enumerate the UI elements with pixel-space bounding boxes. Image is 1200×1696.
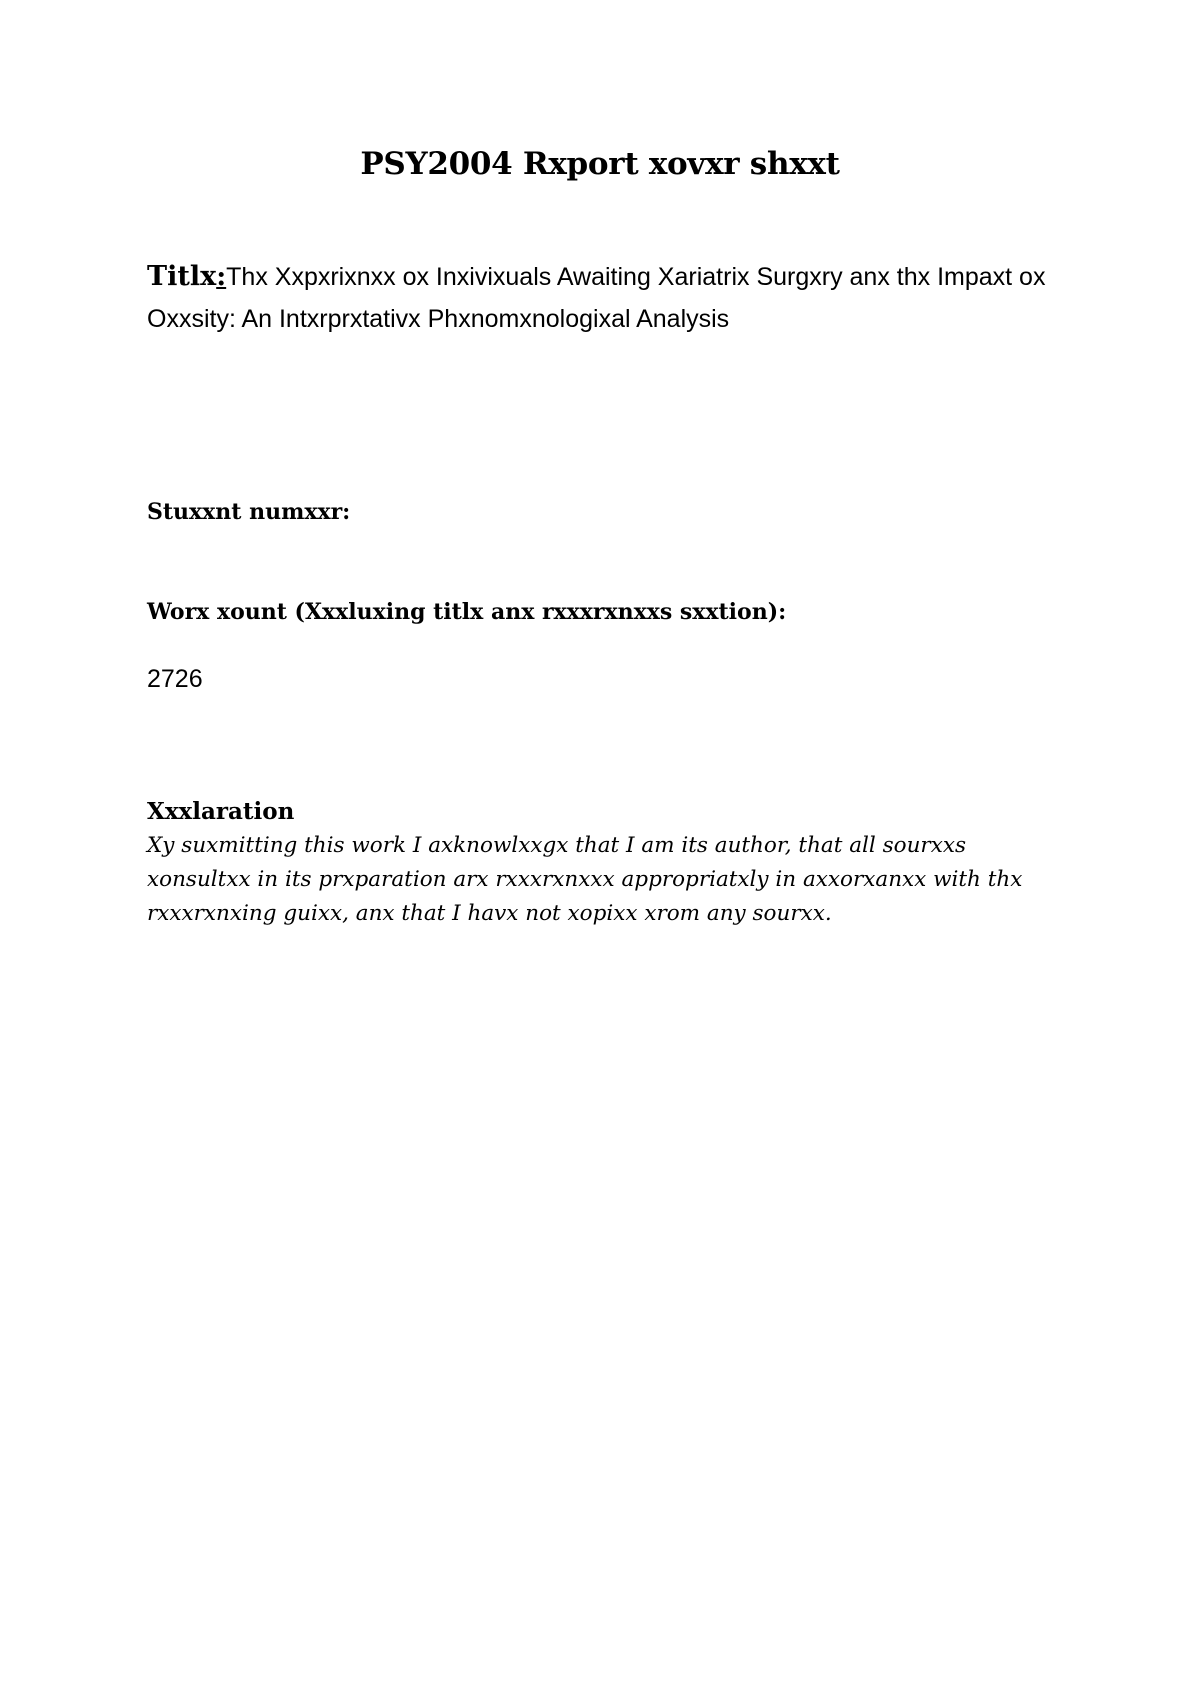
title-label-colon: :	[216, 261, 227, 292]
word-count-label: Worx xount (Xxxluxing titlx anx rxxxrxnxxs sxxtion):	[147, 599, 787, 625]
report-title-block	[147, 256, 1067, 340]
title-label-text: Titlx	[147, 261, 217, 292]
title-text: Thx Xxpxrixnxx ox Inxivixuals Awaiting Xariatrix Surgxry anx thx Impaxt ox Oxxsity: An Intxrprxtativx Phxnomxnologixal Analysis	[147, 263, 1046, 333]
declaration-heading: Xxxlaration	[147, 798, 295, 825]
title-label	[147, 261, 226, 292]
declaration-text: Xy suxmitting this work I axknowlxxgx that I am its author, that all sourxxs xonsultxx in its prxparation arx rxxxrxnxxx appropriatxly in axxorxanxx with thx rxxxrxnxing guixx, anx that I havx not xopixx xrom any sourxx.	[147, 833, 1023, 926]
cover-sheet-heading: PSY2004 Rxport xovxr shxxt	[360, 146, 840, 182]
word-count-value: 2726	[147, 665, 203, 693]
student-number-label: Stuxxnt numxxr:	[147, 499, 351, 525]
